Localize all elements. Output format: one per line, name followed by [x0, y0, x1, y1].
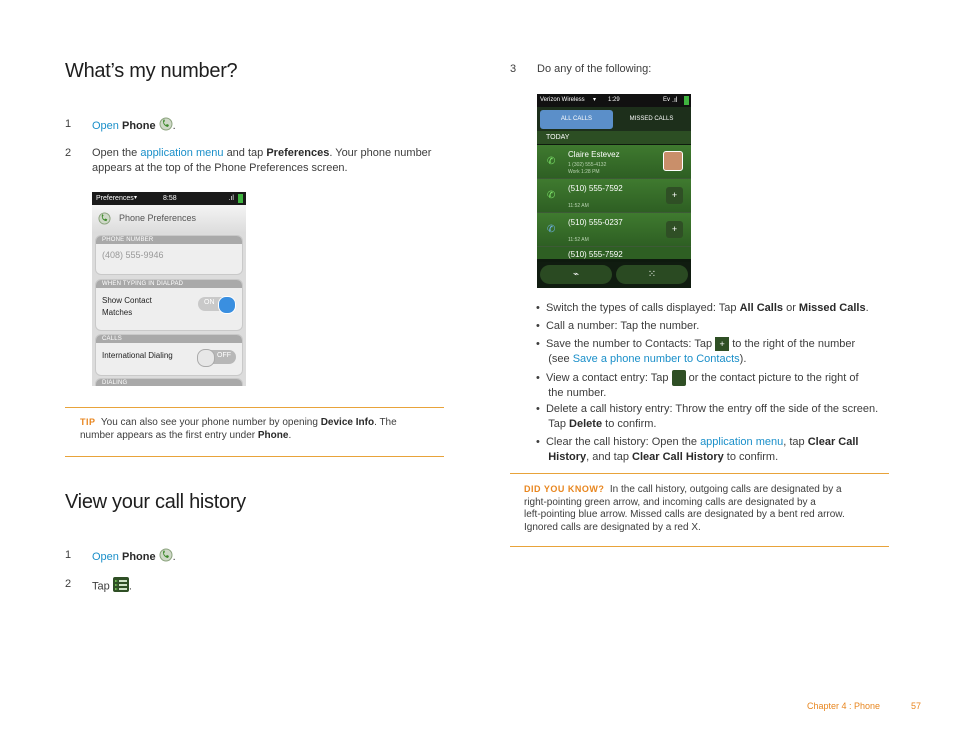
bullet-text: Delete a call history entry: Throw the entry off the side of the screen.: [545, 403, 879, 415]
dialpad-label: WHEN TYPING IN DIALPAD: [96, 280, 242, 288]
step2-text: and tap: [226, 147, 264, 159]
phone-preferences-screenshot: [92, 192, 246, 386]
tip-top-rule: [65, 407, 444, 408]
step-number: 2: [65, 578, 72, 590]
phone-label: Phone: [121, 120, 156, 133]
step-tap-call-log: [92, 577, 132, 597]
step-end: .: [172, 551, 176, 564]
bullet-item: • Save the number to Contacts: Tap + to the right of the number (see Save a phone number to Contacts).: [536, 338, 856, 365]
step-number: 1: [65, 118, 72, 130]
add-contact-icon[interactable]: +: [666, 221, 683, 238]
call-name: Claire Estevez: [568, 150, 620, 159]
dialpad-section: [95, 279, 243, 331]
step2-text: Open the: [92, 147, 138, 159]
device-info-label: Device Info: [320, 417, 375, 428]
bullet-text: Save the number to Contacts: Tap: [545, 338, 713, 350]
call-number: (510) 555-7592: [568, 250, 623, 259]
signal-icon: .ıl: [228, 195, 234, 202]
incoming-call-icon: ✆: [547, 224, 556, 235]
toggle-knob: [197, 349, 215, 367]
add-contact-icon[interactable]: +: [666, 187, 683, 204]
tab-all-calls[interactable]: ALL CALLS: [540, 110, 613, 129]
call-row-partial: [537, 247, 691, 259]
status-app-name: Preferences: [96, 195, 134, 202]
dyk-top-rule: [510, 473, 889, 474]
call-time: Work 1:28 PM: [568, 169, 600, 175]
bullet-item: • Delete a call history entry: Throw the entry off the side of the screen. Tap Delete to confirm.: [536, 403, 879, 430]
phone-number-section: [95, 235, 243, 275]
tip-label: TIP: [80, 417, 96, 427]
bullet-text: Call a number: Tap the number.: [545, 320, 700, 332]
carrier-name: Verizon Wireless: [540, 97, 585, 103]
page-number: 57: [911, 701, 922, 711]
voicemail-button[interactable]: ⌁: [540, 265, 612, 284]
call-time: 11:52 AM: [568, 237, 589, 243]
show-contact-label-line2: Matches: [102, 308, 133, 317]
step-number: 2: [65, 147, 72, 159]
clear-call-history-label: Clear Call History: [632, 450, 724, 463]
status-time: 1:29: [608, 97, 620, 103]
call-row[interactable]: [537, 179, 691, 213]
toggle-off-label: OFF: [217, 352, 231, 359]
contact-icon: [672, 370, 686, 386]
phone-app-icon: [159, 548, 173, 567]
bottom-bar: [537, 262, 691, 288]
outgoing-call-icon: ✆: [547, 156, 556, 167]
signal-icon: .ıl: [672, 97, 678, 104]
call-time: 11:52 AM: [568, 203, 589, 209]
today-header: TODAY: [537, 131, 691, 144]
bullet-text: Tap: [548, 417, 566, 430]
step-number: 3: [510, 63, 517, 75]
heading-whats-my-number: What’s my number?: [65, 60, 238, 82]
step2-text-line2: appears at the top of the Phone Preferences screen.: [92, 161, 348, 174]
bullet-text: to confirm.: [605, 417, 657, 430]
phone-number-value: (408) 555-9946: [102, 250, 164, 260]
heading-view-call-history: View your call history: [65, 491, 246, 513]
tip-end: .: [288, 430, 292, 441]
phone-label: Phone: [257, 430, 289, 441]
bullet-item: • Switch the types of calls displayed: Tap All Calls or Missed Calls.: [536, 302, 869, 314]
save-number-link[interactable]: Save a phone number to Contacts: [572, 352, 740, 365]
tip-text: You can also see your phone number by opening: [100, 417, 318, 428]
bullet-text: , tap: [783, 436, 805, 448]
dyk-text: right-pointing green arrow, and incoming calls are designated by a: [524, 496, 816, 508]
call-number: 1 (302) 555-4132: [568, 162, 607, 168]
battery-icon: [238, 194, 243, 203]
contact-avatar[interactable]: [663, 151, 683, 171]
status-time: 8:58: [163, 195, 177, 202]
bullet-text: or the contact picture to the right of: [688, 371, 859, 384]
prefs-header: [92, 205, 246, 233]
open-link[interactable]: Open: [92, 120, 119, 133]
toggle-on-label: ON: [204, 299, 215, 306]
add-contact-icon: +: [715, 337, 729, 351]
status-bar: [92, 192, 246, 205]
application-menu-link[interactable]: application menu: [140, 147, 224, 159]
call-row[interactable]: [537, 213, 691, 247]
all-calls-label: All Calls: [739, 302, 784, 314]
show-contact-toggle[interactable]: [198, 297, 236, 311]
tip-text-line2: number appears as the first entry under: [80, 430, 256, 441]
bullet-text: Clear the call history: Open the: [545, 436, 697, 448]
bullet-text: to confirm.: [726, 450, 779, 463]
did-you-know-label: DID YOU KNOW?: [524, 484, 605, 494]
dyk-text: left-pointing blue arrow. Missed calls are designated by a bent red arrow.: [524, 509, 845, 520]
bullet-item: • Clear the call history: Open the application menu, tap Clear Call History, and tap Clear Call History to confirm.: [536, 436, 859, 463]
dropdown-icon: ▾: [593, 97, 597, 103]
show-contact-label: Show Contact: [102, 296, 152, 305]
battery-icon: [684, 96, 689, 105]
step1-end: .: [172, 120, 176, 133]
bullet-item: • View a contact entry: Tap or the contact picture to the right of the number.: [536, 371, 859, 399]
bullet-text: or: [786, 302, 796, 314]
international-dialing-label: International Dialing: [102, 351, 173, 360]
bullet-item: • Call a number: Tap the number.: [536, 320, 700, 332]
preferences-label: Preferences: [266, 147, 330, 159]
tip-text: . The: [374, 417, 397, 428]
tip-box: [80, 416, 440, 442]
application-menu-link[interactable]: application menu: [700, 436, 784, 448]
phone-app-icon: [98, 212, 111, 230]
tab-bar: [537, 107, 691, 131]
step-number: 1: [65, 549, 72, 561]
outgoing-call-icon: ✆: [547, 190, 556, 201]
step-end: .: [128, 580, 132, 593]
footer-chapter: Chapter 4 : Phone: [807, 701, 881, 711]
bullet-text: to the right of the number: [732, 338, 856, 350]
bullet-text: , and tap: [586, 450, 629, 463]
international-dialing-toggle[interactable]: [198, 350, 236, 364]
bullet-end: .: [865, 302, 869, 314]
phone-app-icon: [159, 117, 173, 136]
step-open-phone-2: [92, 548, 176, 567]
prefs-title: Phone Preferences: [119, 213, 197, 223]
open-link[interactable]: Open: [92, 551, 119, 564]
bullet-end: ).: [739, 352, 747, 365]
dialing-section: [95, 378, 243, 386]
dropdown-icon: ▾: [134, 195, 138, 201]
call-row[interactable]: [537, 145, 691, 179]
step-application-menu: [92, 146, 452, 175]
step2-text: . Your phone number: [329, 147, 432, 159]
call-log-icon: [113, 577, 129, 597]
did-you-know-box: [524, 483, 884, 534]
bullet-text: Switch the types of calls displayed: Tap: [545, 302, 737, 314]
calls-label: CALLS: [96, 335, 242, 343]
call-number: (510) 555-0237: [568, 218, 623, 227]
dialing-label: DIALING: [96, 379, 242, 386]
bullet-text: (see: [548, 352, 570, 365]
tip-bottom-rule: [65, 456, 444, 457]
delete-label: Delete: [569, 417, 603, 430]
call-history-screenshot: [537, 94, 691, 288]
call-number: (510) 555-7592: [568, 184, 623, 193]
status-bar: [537, 94, 691, 107]
missed-calls-label: Missed Calls: [798, 302, 866, 314]
dyk-text: In the call history, outgoing calls are designated by a: [609, 484, 842, 495]
bullet-text: the number.: [548, 387, 607, 399]
phone-label: Phone: [121, 551, 156, 564]
step-open-phone: [92, 117, 176, 136]
step3-text: Do any of the following:: [537, 63, 652, 75]
phone-number-label: PHONE NUMBER: [96, 236, 242, 244]
bullet-text: View a contact entry: Tap: [545, 371, 669, 384]
clear-call-label: Clear Call: [807, 436, 859, 448]
history-label: History: [548, 450, 587, 463]
tab-missed-calls[interactable]: MISSED CALLS: [629, 116, 674, 122]
calls-section: [95, 334, 243, 376]
dyk-bottom-rule: [510, 546, 889, 547]
network-type: Ev: [663, 97, 671, 103]
dialpad-button[interactable]: ⁙: [616, 265, 688, 284]
tap-text: Tap: [92, 580, 110, 593]
toggle-knob: [218, 296, 236, 314]
dyk-text: Ignored calls are designated by a red X.: [524, 521, 701, 533]
